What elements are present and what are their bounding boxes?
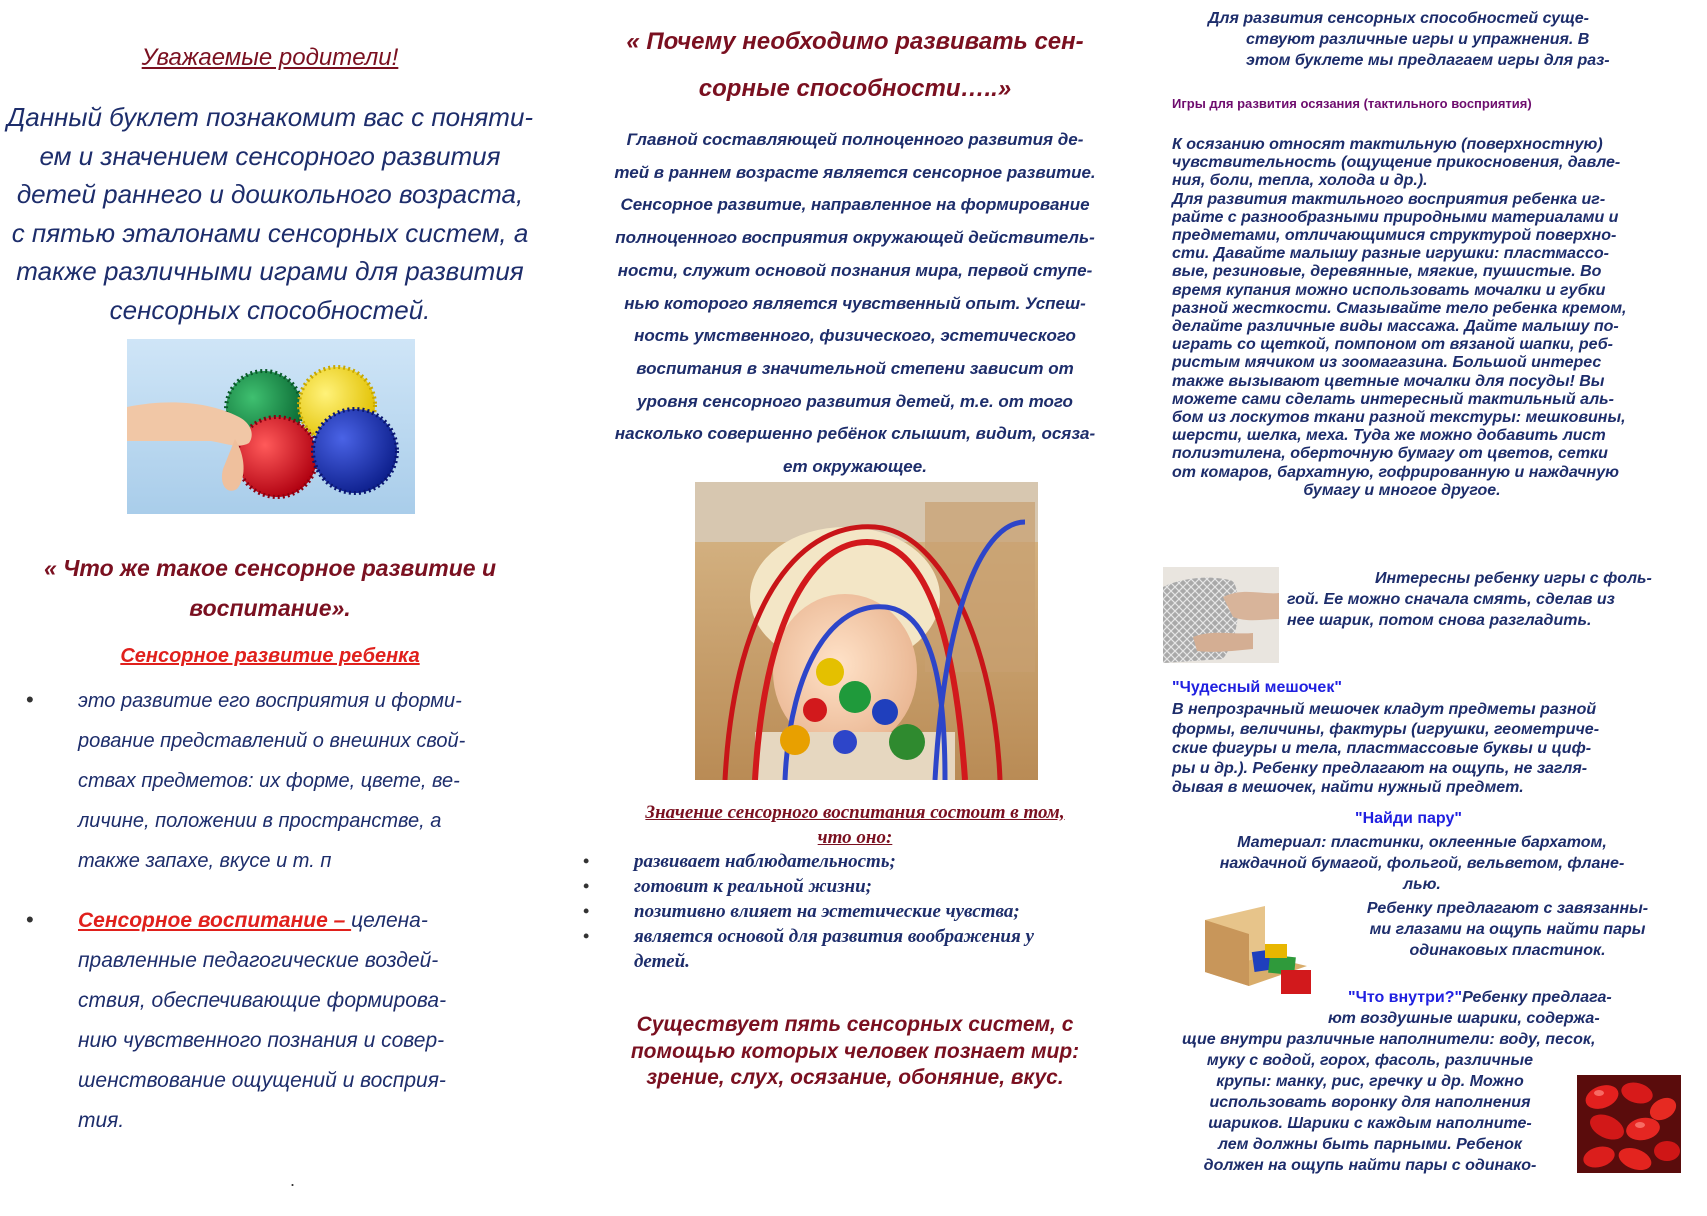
find-pair-task [1330, 898, 1685, 961]
tactile-box-photo [1195, 900, 1321, 1000]
body-line: Сенсорное развитие, направленное на формирование [620, 195, 1090, 215]
tactile-line: вые, резиновые, деревянные, мягкие, пушистые. Во [1172, 263, 1602, 281]
games-intro [1164, 8, 1704, 71]
massage-balls-photo [127, 339, 415, 514]
significance-item [634, 849, 1134, 874]
tactile-line: предметами, отличающимися структурой поверхно- [1172, 227, 1617, 245]
body-line: нью которого является чувственный опыт. Успеш- [624, 293, 1086, 313]
tactile-line: ния, боли, тепла, холода и др.). [1172, 172, 1428, 190]
body-line: тей в раннем возрасте является сенсорное развитие. [614, 162, 1096, 182]
significance-item [634, 899, 1134, 924]
why-heading-line: « Почему необходимо развивать сен- [626, 28, 1084, 55]
sensory-upbringing-term: Сенсорное воспитание – [78, 909, 352, 932]
systems-line: помощью которых человек познает мир: [630, 1039, 1080, 1063]
wonder-bag-line: формы, величины, фактуры (игрушки, геометриче- [1172, 720, 1600, 738]
foil-photo [1163, 567, 1279, 663]
tactile-line: райте с разнообразными природными материалами и [1172, 208, 1619, 226]
whats-inside-line: муку с водой, горох, фасоль, различные [1206, 1052, 1534, 1069]
definition-line: тия. [78, 1109, 125, 1132]
significance-item-line: • готовит к реальной жизни; [634, 876, 873, 897]
find-pair-material [1172, 832, 1672, 895]
body-line: насколько совершенно ребёнок слышит, видит, осяза- [614, 424, 1096, 444]
wonder-bag-line: В непрозрачный мешочек кладут предметы разной [1172, 701, 1597, 718]
foil-line: гой. Ее можно сначала смять, сделав из [1287, 591, 1615, 608]
whats-inside-line: Ребенку предлага- [1462, 989, 1612, 1006]
find-pair-title: "Найди пару" [1355, 810, 1462, 827]
definition-line: целена- [351, 909, 428, 932]
systems-line: зрение, слух, осязание, обоняние, вкус. [646, 1066, 1064, 1089]
tactile-line: бом из лоскутов ткани разной текстуры: мешковины, [1172, 409, 1626, 427]
definition-line: шенствование ощущений и восприя- [78, 1069, 446, 1092]
definition-line: • это развитие его восприятия и форми- [78, 690, 462, 712]
tactile-games-heading: Игры для развития осязания (тактильного восприятия) [1172, 96, 1532, 111]
wonder-bag-title: "Чудесный мешочек" [1172, 679, 1342, 696]
body-line: полноценного восприятия окружающей действитель- [615, 228, 1095, 248]
tactile-line: бумагу и многое другое. [1303, 481, 1501, 499]
whats-inside-line: лем должны быть парными. Ребенок [1217, 1136, 1522, 1153]
body-line: уровня сенсорного развития детей, т.е. от того [637, 391, 1073, 411]
whats-inside-line: щие внутри различные наполнители: воду, песок, [1182, 1031, 1596, 1048]
intro-line: сенсорных способностей. [109, 294, 431, 325]
definition-line: правленные педагогические воздей- [78, 949, 439, 972]
tactile-line: разной жесткости. Смазывайте тело ребенка кремом, [1172, 299, 1627, 317]
systems-line: Существует пять сенсорных систем, с [636, 1013, 1074, 1036]
tactile-line: от комаров, бархатную, гофрированную и наждачную [1172, 463, 1619, 481]
wonder-bag-paragraph [1172, 700, 1707, 798]
definition-line: нию чувственного познания и совер- [78, 1029, 445, 1052]
definition-line: ствах предметов: их форме, цвете, ве- [78, 770, 460, 792]
find-pair-task-line: ми глазами на ощупь найти пары [1369, 921, 1646, 938]
whats-inside-line: должен на ощупь найти пары с одинако- [1203, 1157, 1537, 1174]
whats-inside-line: использовать воронку для наполнения [1209, 1094, 1531, 1111]
question-line: воспитание». [189, 595, 351, 621]
significance-list [634, 849, 1134, 974]
significance-line: что оно: [817, 827, 893, 848]
find-pair-line: лью. [1403, 876, 1441, 893]
intro-paragraph [0, 98, 540, 329]
definition-line: личине, положении в пространстве, а [78, 810, 442, 832]
definition-line: также запахе, вкусе и т. п [78, 850, 332, 872]
tactile-paragraph [1172, 136, 1707, 500]
significance-item [634, 924, 1134, 974]
significance-item [634, 874, 1134, 899]
tactile-line: время купания можно использовать мочалки и губки [1172, 281, 1606, 299]
tactile-line: можете сами сделать интересный тактильный аль- [1172, 390, 1614, 408]
footer-dot: . [290, 1170, 296, 1190]
red-balloons-photo [1577, 1075, 1681, 1173]
games-intro-line: ствуют различные игры и упражнения. В [1246, 31, 1590, 48]
intro-line: Данный буклет познакомит вас с поняти- [6, 102, 534, 132]
significance-heading [590, 800, 1120, 850]
significance-item-line: • развивает наблюдательность; [634, 851, 896, 872]
body-line: ности, служит основой познания мира, первой ступе- [617, 260, 1093, 280]
wonder-bag-line: ские фигуры и тела, пластмассовые буквы и циф- [1172, 740, 1592, 757]
child-bead-maze-photo [695, 482, 1038, 780]
why-body [590, 124, 1120, 484]
significance-item-line: детей. [634, 951, 690, 972]
body-line: ность умственного, физического, эстетического [634, 326, 1076, 346]
intro-line: также различными играми для развития [16, 256, 524, 286]
tactile-line: Для развития тактильного восприятия ребенка иг- [1172, 190, 1606, 208]
significance-line: Значение сенсорного воспитания состоит в том, [645, 802, 1065, 823]
tactile-line: играть со щеткой, помпоном от вязаной шапки, реб- [1172, 336, 1613, 354]
tactile-line: чувствительность (ощущение прикосновения, давле- [1172, 154, 1621, 172]
tactile-line: полиэтилена, оберточную бумагу от цветов, сетки [1172, 445, 1608, 463]
whats-inside-paragraph-cont [1172, 1050, 1568, 1176]
body-line: Главной составляющей полноценного развития де- [626, 130, 1084, 149]
wonder-bag-line: дывая в мешочек, найти нужный предмет. [1172, 779, 1524, 796]
greeting: Уважаемые родители! [141, 44, 399, 71]
wonder-bag-line: ры и др.). Ребенку предлагают на ощупь, не загля- [1172, 759, 1588, 777]
definition-sensory-upbringing [78, 901, 548, 1141]
whats-inside-paragraph [1172, 987, 1692, 1050]
question-heading [0, 548, 540, 628]
body-line: воспитания в значительной степени зависит от [636, 358, 1074, 378]
foil-line: Интересны ребенку игры с фоль- [1375, 570, 1652, 587]
sensory-systems-note [590, 1012, 1120, 1092]
find-pair-line: Материал: пластинки, оклеенные бархатом, [1237, 834, 1607, 851]
why-heading-line: сорные способности…..» [698, 75, 1012, 102]
find-pair-line: наждачной бумагой, фольгой, вельветом, флане- [1219, 855, 1625, 872]
intro-line: с пятью эталонами сенсорных систем, а [11, 217, 529, 248]
intro-line: ем и значением сенсорного развития [39, 140, 501, 171]
tactile-line: сти. Давайте малышу разные игрушки: пластмассо- [1172, 245, 1609, 263]
whats-inside-line: шариков. Шарики с каждым наполните- [1208, 1115, 1532, 1132]
find-pair-task-line: Ребенку предлагают с завязанны- [1366, 900, 1649, 917]
tactile-line: делайте различные виды массажа. Дайте малышу по- [1172, 318, 1619, 336]
significance-item-line: • позитивно влияет на эстетические чувства; [634, 901, 1020, 922]
definition-line: ствия, обеспечивающие формирова- [78, 989, 447, 1012]
why-heading [590, 18, 1120, 112]
question-line: « Что же такое сенсорное развитие и [43, 555, 497, 581]
games-intro-line: этом буклете мы предлагаем игры для раз- [1246, 52, 1610, 69]
tactile-line: К осязанию относят тактильную (поверхностную) [1172, 136, 1603, 153]
tactile-line: также вызывают цветные мочалки для посуды! Вы [1172, 372, 1605, 390]
tactile-line: ристым мячиком из зоомагазина. Большой интерес [1172, 354, 1602, 372]
whats-inside-title: "Что внутри?" [1348, 989, 1463, 1006]
foil-line: нее шарик, потом снова разгладить. [1287, 612, 1592, 629]
definition-sensory-development [78, 681, 548, 881]
intro-line: детей раннего и дошкольного возраста, [16, 179, 524, 209]
foil-paragraph [1287, 568, 1707, 631]
tactile-line: шерсти, шелка, меха. Туда же можно добавить лист [1172, 427, 1606, 445]
body-line: ет окружающее. [783, 457, 927, 477]
definition-line: рование представлений о внешних свой- [78, 730, 466, 752]
games-intro-line: Для развития сенсорных способностей суще- [1208, 10, 1589, 27]
sensory-development-subheading: Сенсорное развитие ребенка [120, 645, 420, 667]
significance-item-line: • является основой для развития воображения у [634, 926, 1034, 947]
find-pair-task-line: одинаковых пластинок. [1409, 942, 1606, 959]
whats-inside-line: крупы: манку, рис, гречку и др. Можно [1216, 1073, 1524, 1090]
whats-inside-line: ют воздушные шарики, содержа- [1328, 1010, 1600, 1027]
definition-list [78, 681, 548, 1141]
